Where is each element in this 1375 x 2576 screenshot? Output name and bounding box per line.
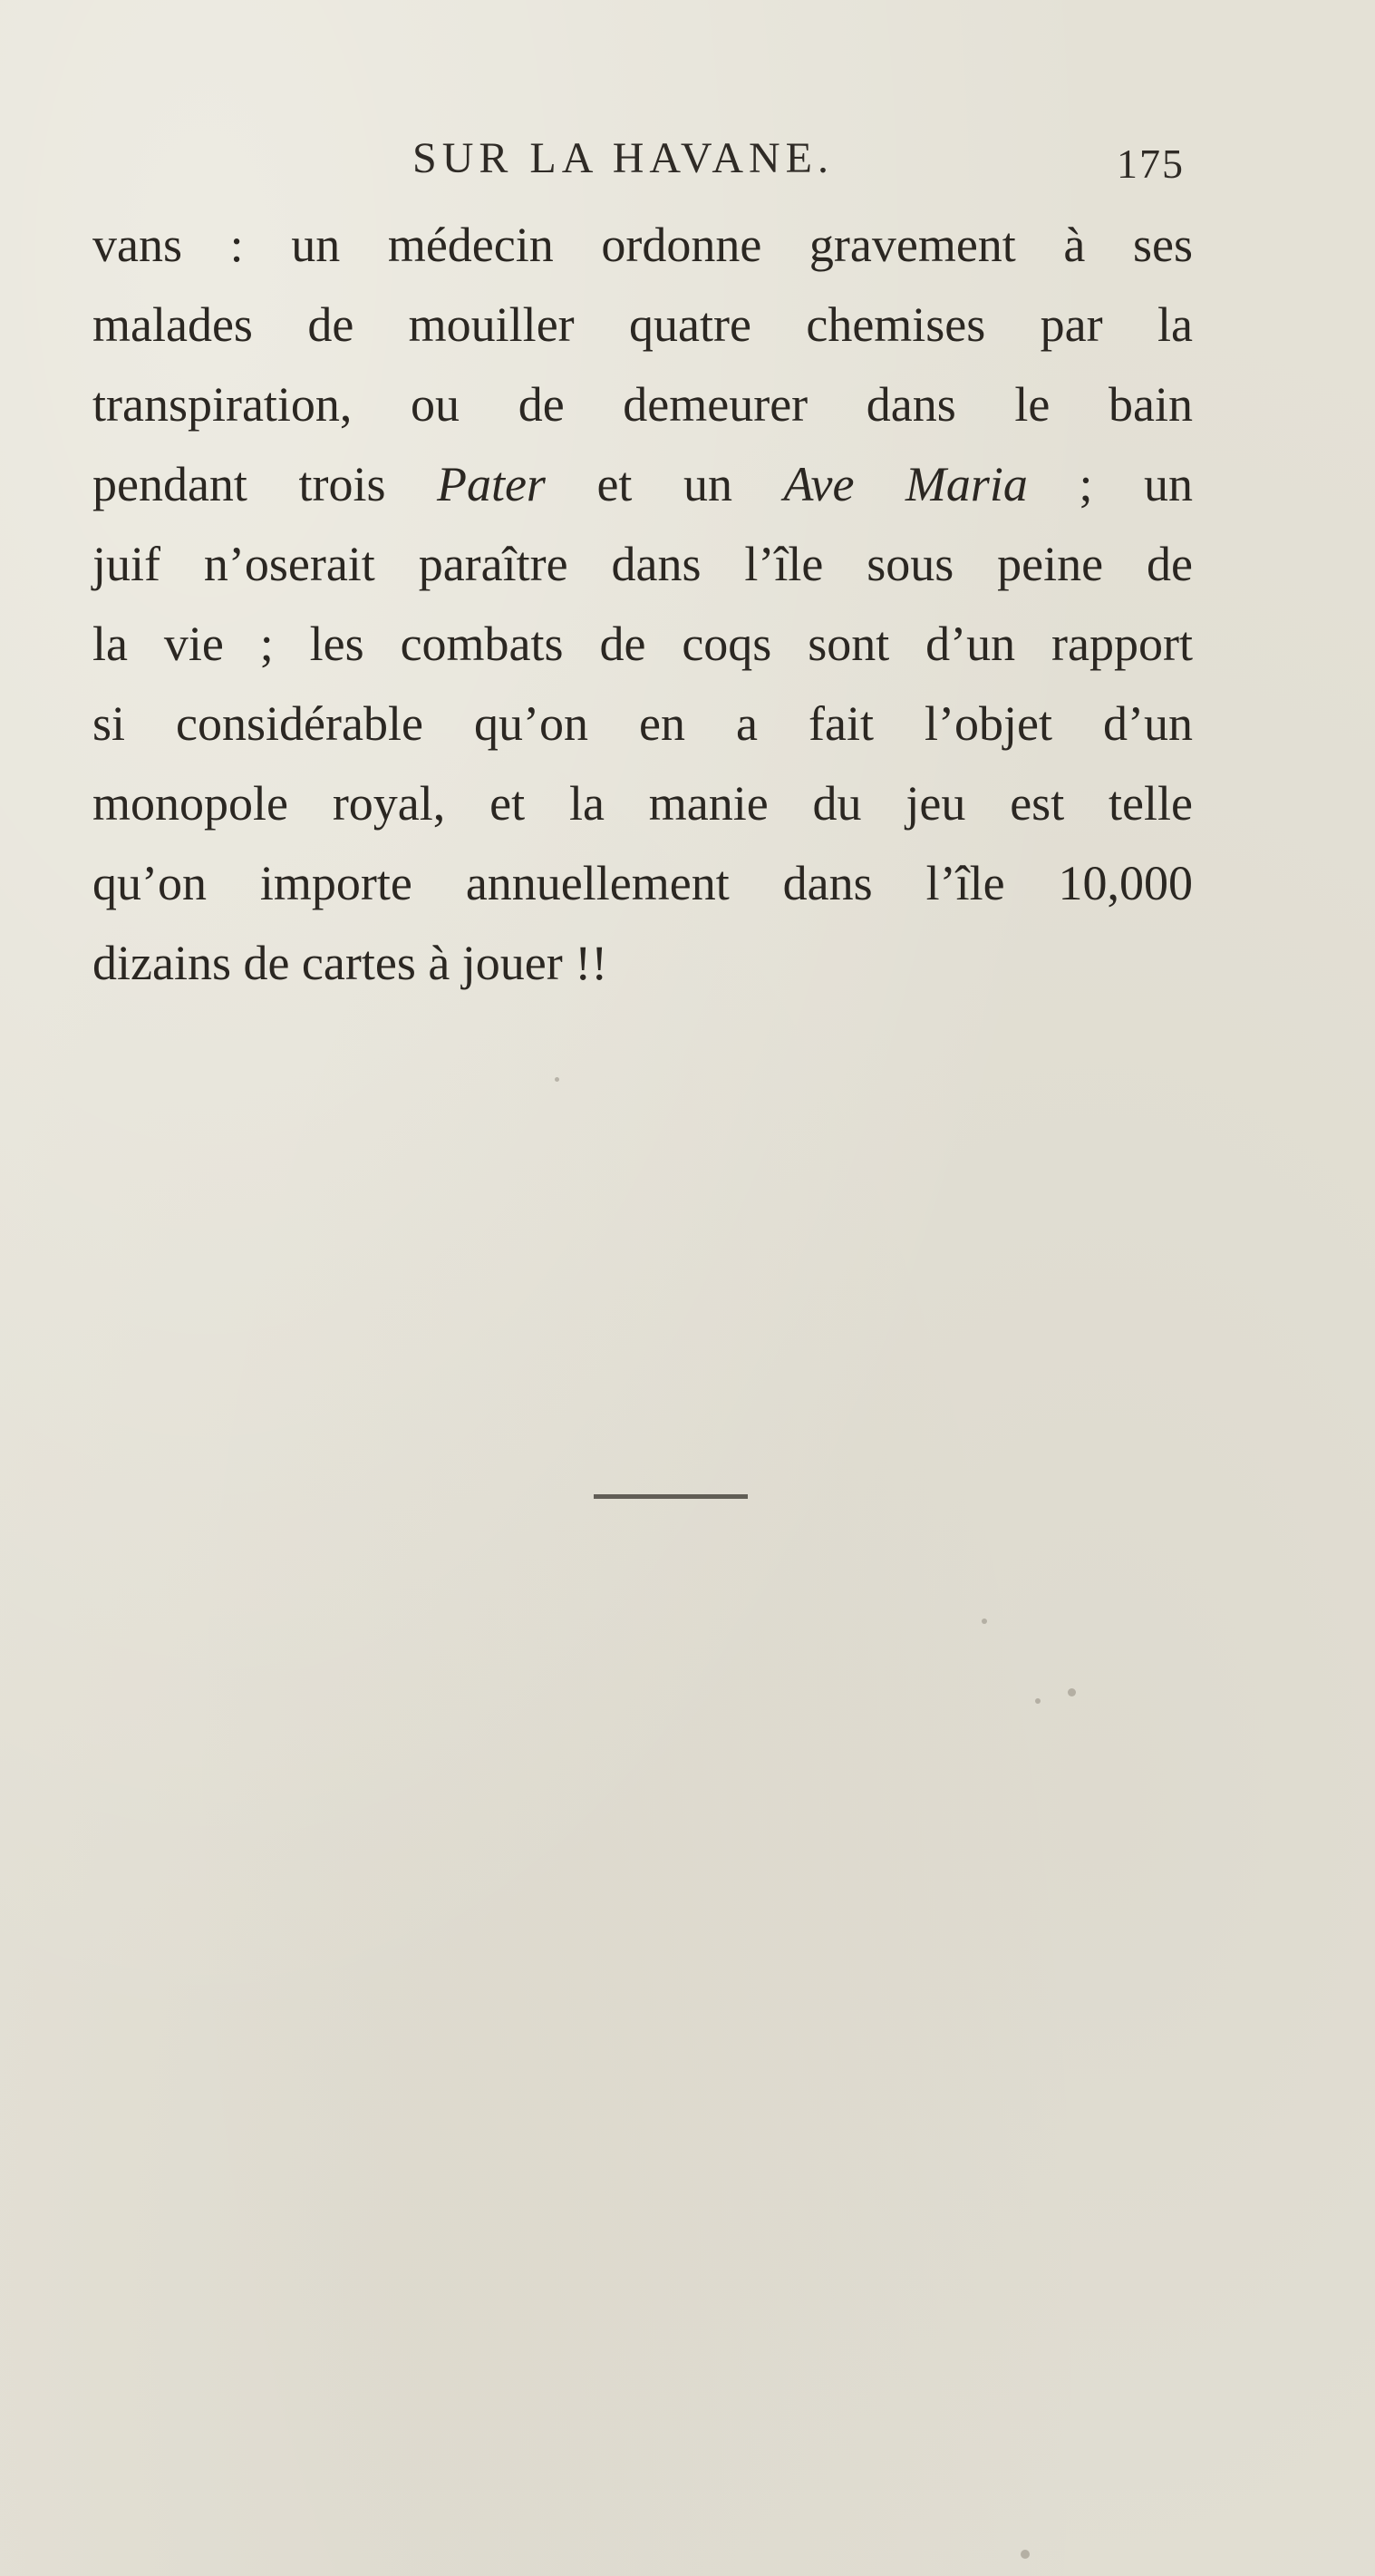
text-segment: vans : un médecin ordonne gravement à ses (92, 218, 1193, 272)
text-segment: la vie ; les combats de coqs sont d’un rapport (92, 617, 1193, 671)
paper-speck (555, 1077, 559, 1082)
text-segment: juif n’oserait paraître dans l’île sous peine de (92, 537, 1193, 591)
text-segment: dizains de cartes à jouer !! (92, 936, 608, 990)
paper-speck (982, 1619, 987, 1624)
text-line (92, 604, 1193, 684)
text-segment: transpiration, ou de demeurer dans le bain (92, 377, 1193, 432)
text-segment: si considérable qu’on en a fait l’objet d’un (92, 696, 1193, 751)
end-rule (594, 1494, 748, 1499)
text-segment: et un (545, 457, 784, 511)
text-line (92, 684, 1193, 763)
text-line (92, 205, 1193, 285)
text-line (92, 843, 1193, 923)
running-title: SUR LA HAVANE. (412, 134, 834, 182)
page-number: 175 (1117, 141, 1185, 187)
italic-text: Pater (436, 457, 546, 511)
text-line (92, 524, 1193, 604)
running-head (0, 127, 1375, 199)
text-line (92, 365, 1193, 444)
text-segment: pendant trois (92, 457, 437, 511)
paper-speck (1021, 2550, 1030, 2559)
text-line (92, 923, 1193, 1003)
text-segment: malades de mouiller quatre chemises par la (92, 297, 1193, 352)
paper-speck (1035, 1698, 1041, 1704)
text-segment: ; un (1027, 457, 1193, 511)
body-text (92, 205, 1193, 1003)
paper-speck (1068, 1688, 1076, 1696)
text-segment: monopole royal, et la manie du jeu est telle (92, 776, 1193, 831)
text-line (92, 763, 1193, 843)
italic-text: Ave Maria (783, 457, 1028, 511)
text-segment: qu’on importe annuellement dans l’île 10,000 (92, 856, 1193, 910)
text-line (92, 285, 1193, 365)
text-line (92, 444, 1193, 524)
